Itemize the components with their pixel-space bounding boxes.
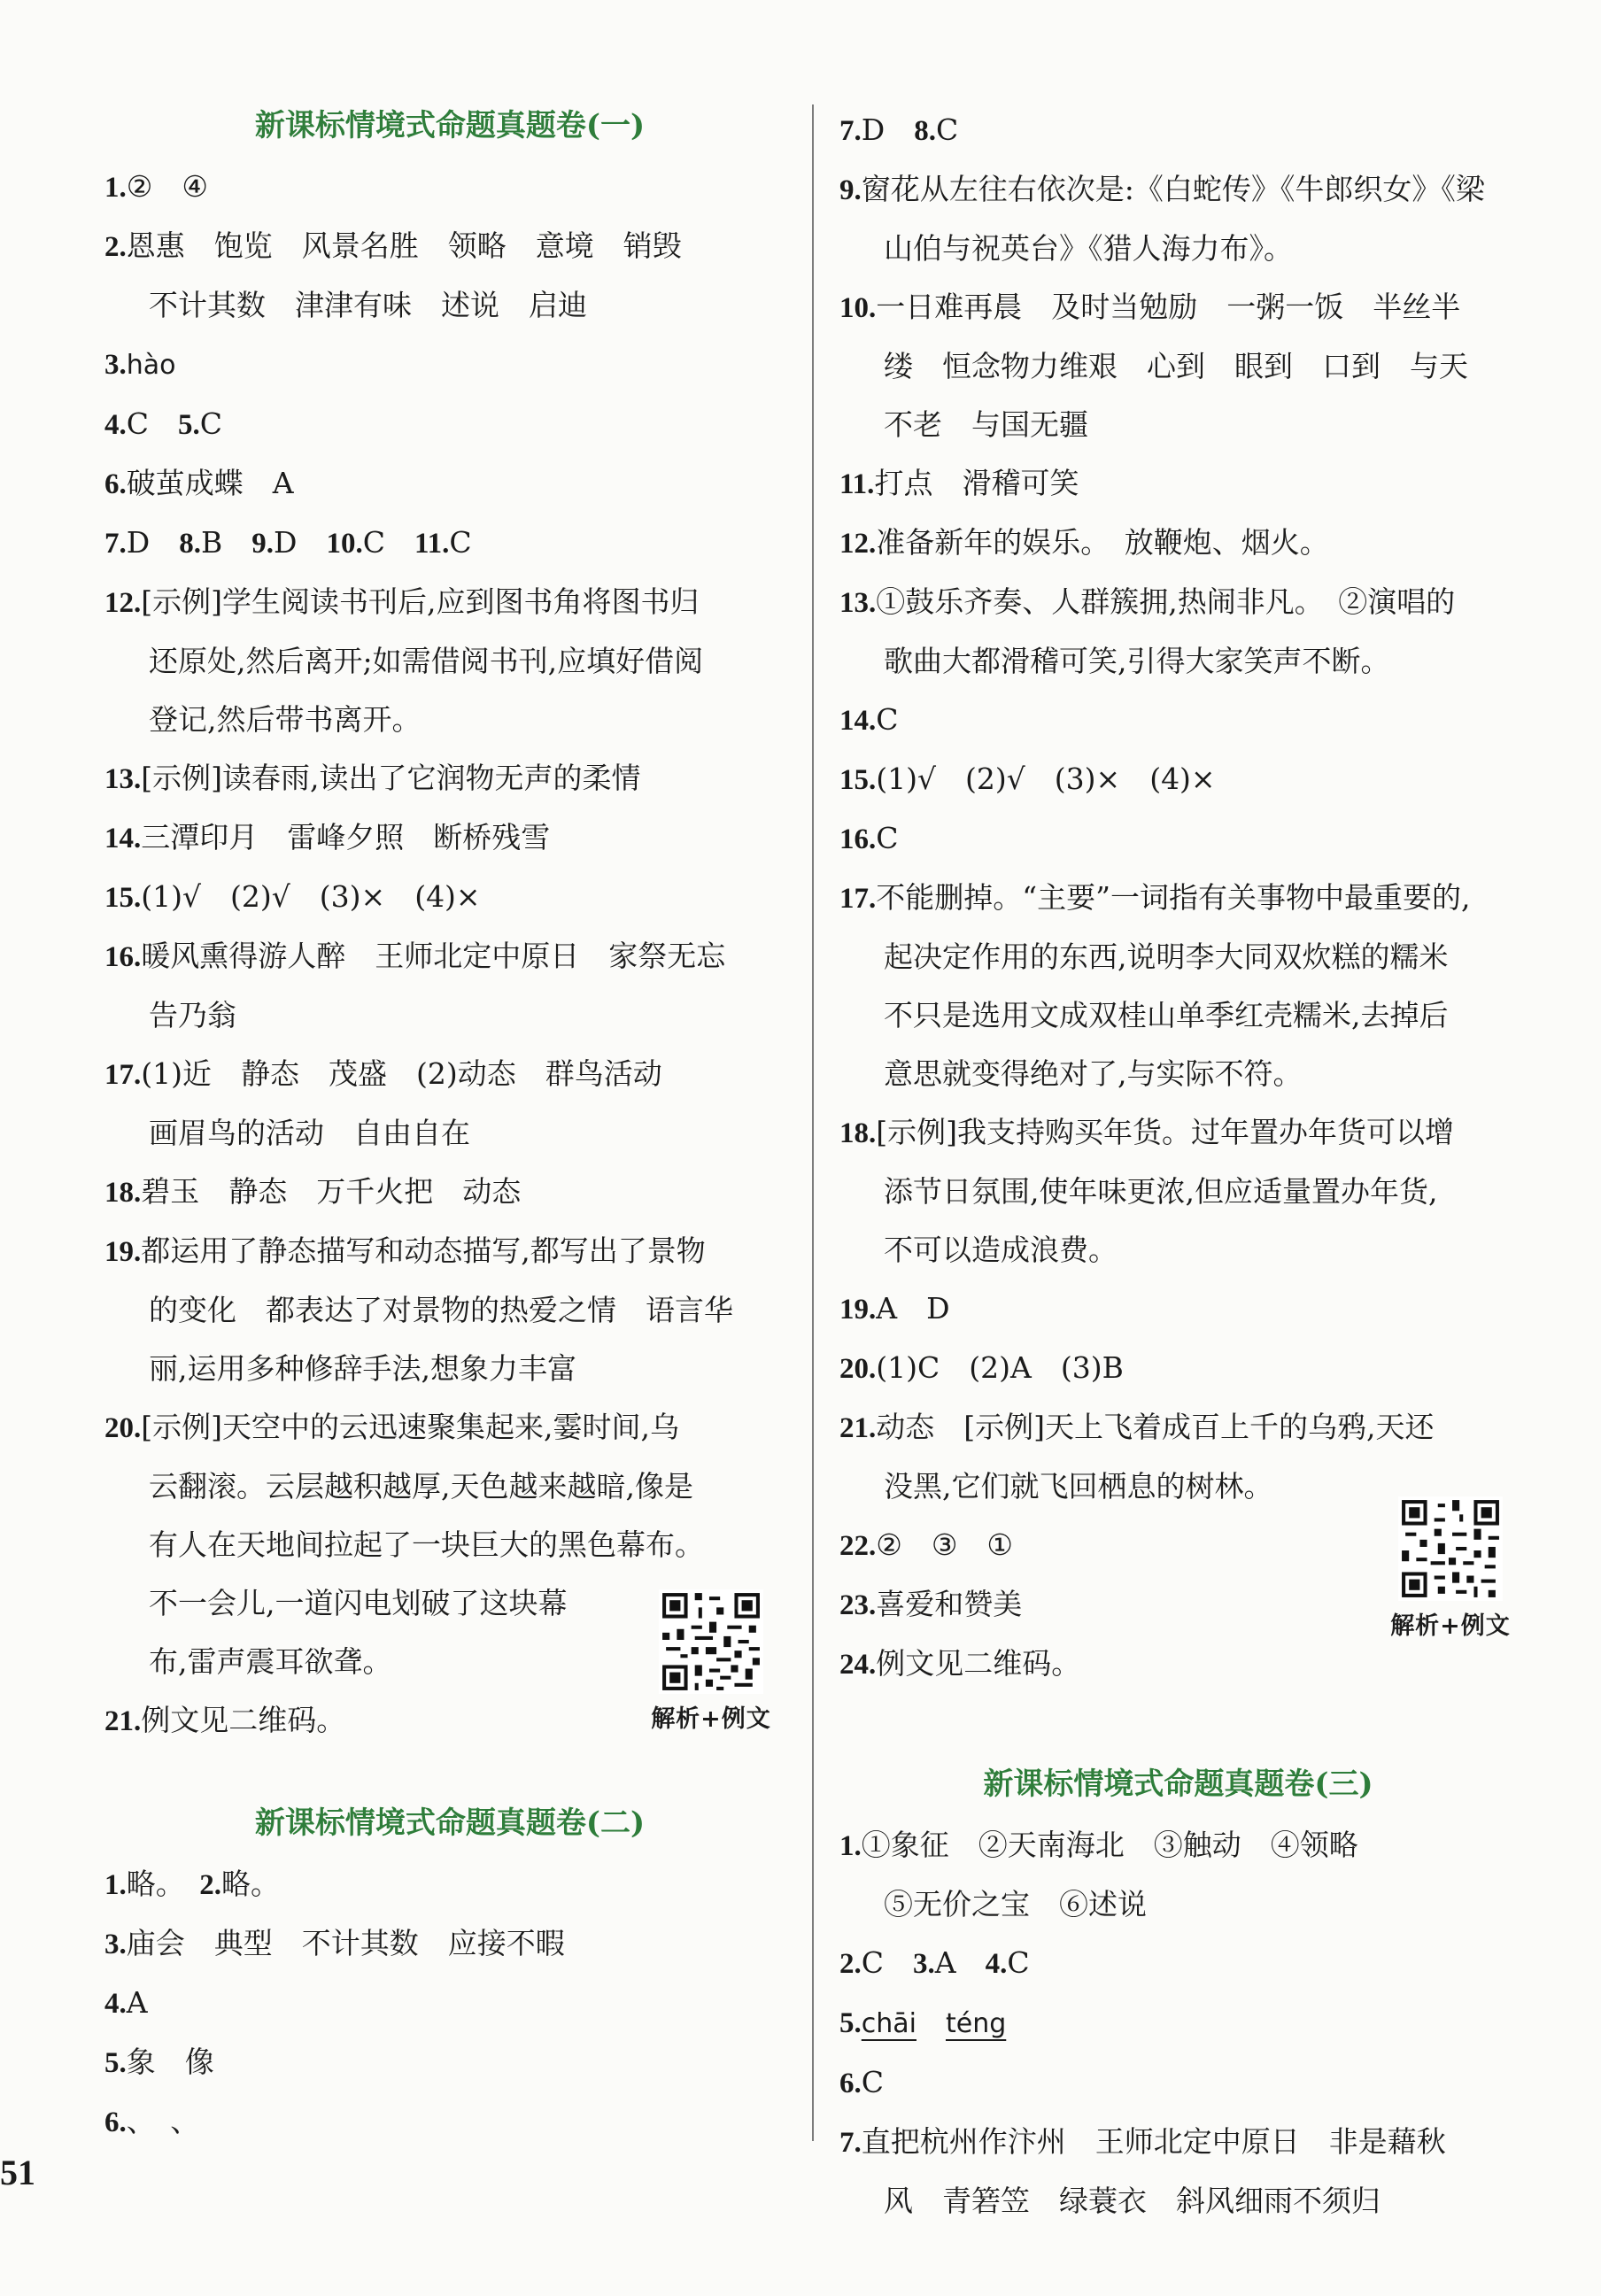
answer-line: 不只是选用文成双桂山单季红壳糯米,去掉后 xyxy=(884,998,1449,1032)
answer-line: 告乃翁 xyxy=(149,998,236,1032)
pinyin-answer: chāi xyxy=(861,2008,917,2039)
answer-line: 13.[示例]读春雨,读出了它润物无声的柔情 xyxy=(104,761,641,795)
qr-code-icon xyxy=(659,1589,763,1694)
qr-caption: 解析+例文 xyxy=(1390,1612,1511,1640)
answer-line: 4.C 5.C xyxy=(104,406,222,441)
answer-line: 7.D 8.C xyxy=(839,112,959,147)
answer-line: 24.例文见二维码。 xyxy=(839,1646,1081,1681)
answer-line: 云翻滚。云层越积越厚,天色越来越暗,像是 xyxy=(149,1469,693,1504)
answer-line: 不计其数 津津有味 述说 启迪 xyxy=(149,288,587,322)
answer-line: 7.D 8.B 9.D 10.C 11.C xyxy=(104,525,472,560)
answer-line: 2.恩惠 饱览 风景名胜 领略 意境 销毁 xyxy=(104,228,682,263)
answer-line: 的变化 都表达了对景物的热爱之情 语言华 xyxy=(149,1293,733,1327)
answer-line: 山伯与祝英台》《猎人海力布》。 xyxy=(884,231,1293,266)
page-number: 51 xyxy=(0,2153,35,2192)
section-title-2: 新课标情境式命题真题卷(二) xyxy=(254,1805,646,1841)
answer-line: 3.hào xyxy=(104,349,176,381)
answer-line: ⑤无价之宝 ⑥述说 xyxy=(884,1887,1147,1921)
answer-line: 丽,运用多种修辞手法,想象力丰富 xyxy=(149,1351,576,1386)
answer-line: 14.三潭印月 雷峰夕照 断桥残雪 xyxy=(104,820,551,854)
answer-line: 7.直把杭州作汴州 王师北定中原日 非是藉秋 xyxy=(839,2124,1446,2159)
answer-line: 3.庙会 典型 不计其数 应接不暇 xyxy=(104,1926,565,1960)
section-title-1: 新课标情境式命题真题卷(一) xyxy=(254,108,646,143)
answer-line: 5.象 像 xyxy=(104,2045,214,2079)
answer-line: 13.①鼓乐齐奏、人群簇拥,热闹非凡。 ②演唱的 xyxy=(839,584,1456,619)
right-column xyxy=(839,89,1517,2230)
answer-line: 起决定作用的东西,说明李大同双炊糕的糯米 xyxy=(884,939,1449,974)
answer-line: 登记,然后带书离开。 xyxy=(149,702,422,737)
qr-code-left[interactable] xyxy=(636,1589,786,1734)
qr-caption: 解析+例文 xyxy=(651,1705,771,1733)
answer-line: 缕 恒念物力维艰 心到 眼到 口到 与天 xyxy=(884,349,1468,383)
answer-line: 没黑,它们就飞回栖息的树林。 xyxy=(884,1469,1273,1504)
answer-line: 12.准备新年的娱乐。 放鞭炮、烟火。 xyxy=(839,525,1329,560)
answer-line: 6.破茧成蝶 A xyxy=(104,466,294,500)
answer-line: 15.(1)√ (2)√ (3)× (4)× xyxy=(104,879,481,914)
answer-line: 11.打点 滑稽可笑 xyxy=(839,466,1079,500)
answer-line: 6.、 、 xyxy=(104,2104,200,2138)
answer-line: 19.A D xyxy=(839,1291,950,1326)
answer-line: 添节日氛围,使年味更浓,但应适量置办年货, xyxy=(884,1174,1438,1209)
answer-line: 20.(1)C (2)A (3)B xyxy=(839,1350,1124,1385)
answer-line: 6.C xyxy=(839,2065,884,2099)
answer-line: 18.碧玉 静态 万千火把 动态 xyxy=(104,1174,522,1209)
answer-line: 19.都运用了静态描写和动态描写,都写出了景物 xyxy=(104,1233,706,1268)
qr-code-icon xyxy=(1398,1496,1503,1601)
answer-line: 1.② ④ xyxy=(104,169,208,204)
column-divider xyxy=(812,104,814,2141)
answer-line: 不老 与国无疆 xyxy=(884,407,1088,442)
answer-line: 不可以造成浪费。 xyxy=(884,1233,1118,1267)
answer-line: 5.chāi téng xyxy=(839,2007,1007,2039)
answer-line: 22.② ③ ① xyxy=(839,1527,1014,1562)
answer-line: 17.不能删掉。“主要”一词指有关事物中最重要的, xyxy=(839,880,1471,915)
answer-line: 意思就变得绝对了,与实际不符。 xyxy=(884,1056,1303,1091)
answer-line: 还原处,然后离开;如需借阅书刊,应填好借阅 xyxy=(149,644,704,678)
answer-line: 9.窗花从左往右依次是:《白蛇传》《牛郎织女》《梁 xyxy=(839,172,1485,206)
left-column xyxy=(104,89,795,2152)
answer-line: 17.(1)近 静态 茂盛 (2)动态 群鸟活动 xyxy=(104,1056,662,1091)
answer-line: 2.C 3.A 4.C xyxy=(839,1945,1030,1980)
answer-line: 1.略。 2.略。 xyxy=(104,1867,280,1901)
answer-line: 1.①象征 ②天南海北 ③触动 ④领略 xyxy=(839,1828,1358,1862)
answer-line: 风 青箬笠 绿蓑衣 斜风细雨不须归 xyxy=(884,2184,1381,2218)
answer-line: 15.(1)√ (2)√ (3)× (4)× xyxy=(839,761,1216,796)
answer-line: 不一会儿,一道闪电划破了这块幕 xyxy=(149,1586,568,1620)
answer-line: 4.A xyxy=(104,1985,148,2020)
answer-line: 16.暖风熏得游人醉 王师北定中原日 家祭无忘 xyxy=(104,939,726,973)
answer-line: 布,雷声震耳欲聋。 xyxy=(149,1644,392,1679)
answer-line: 有人在天地间拉起了一块巨大的黑色幕布。 xyxy=(149,1527,704,1562)
answer-line: 14.C xyxy=(839,702,899,737)
answer-line: 12.[示例]学生阅读书刊后,应到图书角将图书归 xyxy=(104,584,700,619)
answer-line: 18.[示例]我支持购买年货。过年置办年货可以增 xyxy=(839,1115,1454,1149)
pinyin-answer: téng xyxy=(945,2008,1007,2039)
answer-line: 21.例文见二维码。 xyxy=(104,1703,346,1737)
answer-line: 10.一日难再晨 及时当勉励 一粥一饭 半丝半 xyxy=(839,290,1461,324)
answer-line: 23.喜爱和赞美 xyxy=(839,1587,1023,1621)
answer-line: 16.C xyxy=(839,821,899,855)
section-title-3: 新课标情境式命题真题卷(三) xyxy=(983,1766,1373,1802)
answer-line: 歌曲大都滑稽可笑,引得大家笑声不断。 xyxy=(884,644,1390,678)
answer-line: 21.动态 [示例]天上飞着成百上千的乌鸦,天还 xyxy=(839,1410,1435,1444)
answer-line: 画眉鸟的活动 自由自在 xyxy=(149,1116,470,1150)
answer-line: 20.[示例]天空中的云迅速聚集起来,霎时间,乌 xyxy=(104,1410,679,1444)
qr-code-right[interactable] xyxy=(1380,1496,1521,1641)
